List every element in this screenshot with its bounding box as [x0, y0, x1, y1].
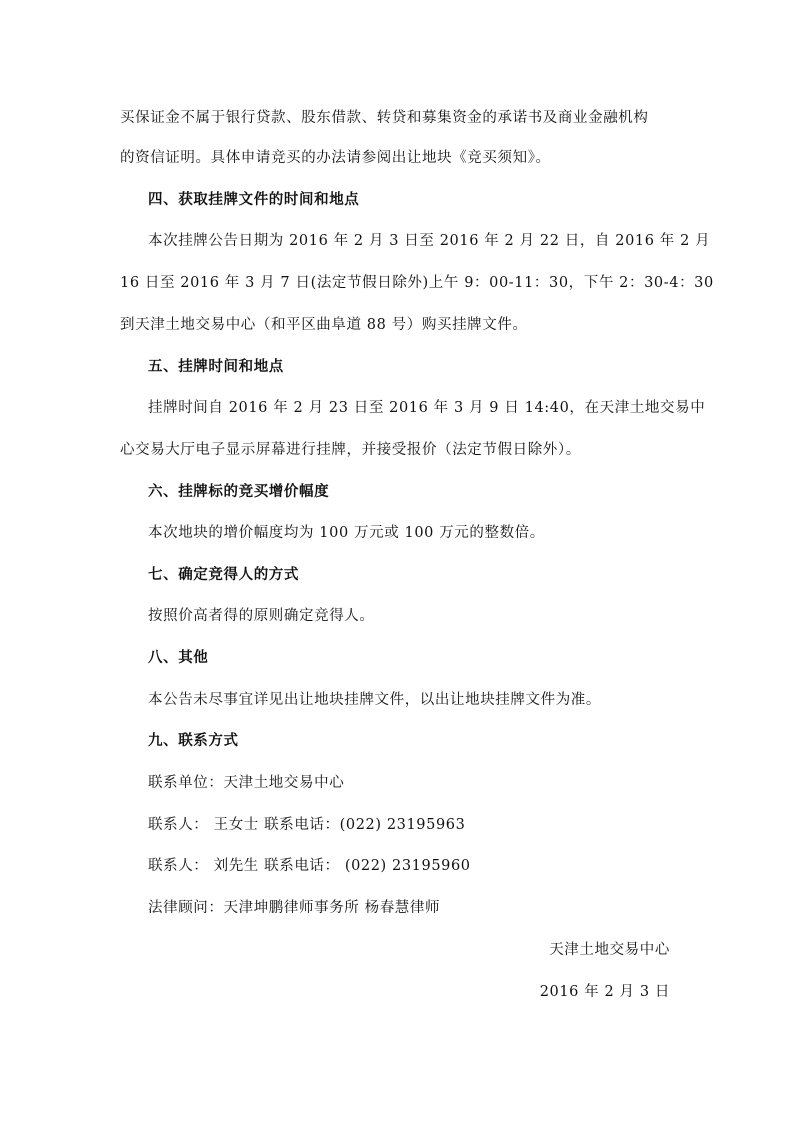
section-heading-4: 四、获取挂牌文件的时间和地点 [148, 191, 360, 208]
paragraph-line: 本次地块的增价幅度均为 100 万元或 100 万元的整数倍。 [148, 525, 545, 541]
paragraph-line: 的资信证明。具体申请竞买的办法请参阅出让地块《竞买须知》。 [120, 150, 551, 166]
paragraph-line: 按照价高者得的原则确定竞得人。 [148, 608, 375, 624]
section-heading-6: 六、挂牌标的竞买增价幅度 [148, 483, 330, 500]
contact-person-2: 联系人： 刘先生 联系电话： (022) 23195960 [148, 858, 471, 874]
section-heading-7: 七、确定竞得人的方式 [148, 566, 299, 583]
paragraph-line: 16 日至 2016 年 3 月 7 日(法定节假日除外)上午 9：00-11：30，下午 2：30-4：30 [120, 275, 714, 291]
paragraph-line: 挂牌时间自 2016 年 2 月 23 日至 2016 年 3 月 9 日 14:40，在天津土地交易中 [148, 400, 706, 416]
paragraph-line: 本次挂牌公告日期为 2016 年 2 月 3 日至 2016 年 2 月 22 日，自 2016 年 2 月 [148, 233, 711, 249]
paragraph-line: 本公告未尽事宜详见出让地块挂牌文件，以出让地块挂牌文件为准。 [148, 692, 601, 708]
signature-organization: 天津土地交易中心 [549, 942, 670, 958]
section-heading-9: 九、联系方式 [148, 732, 239, 749]
paragraph-line: 心交易大厅电子显示屏幕进行挂牌，并接受报价（法定节假日除外）。 [120, 442, 581, 458]
contact-person-1: 联系人： 王女士 联系电话：(022) 23195963 [148, 817, 466, 833]
signature-date: 2016 年 2 月 3 日 [539, 984, 670, 1000]
section-heading-8: 八、其他 [148, 649, 209, 666]
contact-unit: 联系单位：天津土地交易中心 [148, 775, 345, 791]
paragraph-line: 买保证金不属于银行贷款、股东借款、转贷和募集资金的承诺书及商业金融机构 [120, 110, 649, 126]
section-heading-5: 五、挂牌时间和地点 [148, 358, 284, 375]
legal-advisor: 法律顾问：天津坤鹏律师事务所 杨春慧律师 [148, 900, 441, 916]
paragraph-line: 到天津土地交易中心（和平区曲阜道 88 号）购买挂牌文件。 [120, 317, 528, 333]
